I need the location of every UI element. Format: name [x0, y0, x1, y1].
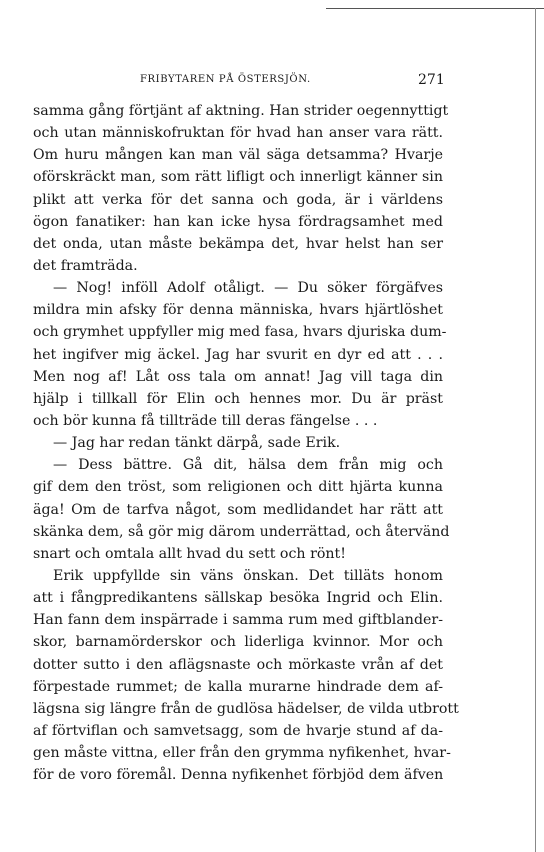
- text-line: mildra min afsky för denna människa, hvars hjärtlöshet: [33, 302, 443, 319]
- text-line: — Jag har redan tänkt därpå, sade Erik.: [53, 435, 341, 452]
- text-line: Erik uppfyllde sin väns önskan. Det tilläts honom: [53, 567, 443, 584]
- text-line: för de voro föremål. Denna nyfikenhet förbjöd dem äfven: [33, 767, 444, 784]
- text-line: och grymhet uppfyller mig med fasa, hvars djuriska dum-: [33, 324, 447, 341]
- text-line: af förtviflan och samvetsagg, som de hvarje stund af da-: [33, 722, 443, 739]
- text-line: — Dess bättre. Gå dit, hälsa dem från mig och: [53, 457, 443, 474]
- text-line: och bör kunna få tillträde till deras fängelse . . .: [33, 412, 378, 429]
- text-line: het ingifver mig äckel. Jag har svurit en dyr ed att . . .: [33, 346, 443, 363]
- text-line: snart och omtala allt hvad du sett och rönt!: [33, 545, 346, 562]
- text-line: gif dem den tröst, som religionen och ditt hjärta kunna: [33, 479, 443, 496]
- text-line: att i fångpredikantens sällskap besöka Ingrid och Elin.: [33, 590, 443, 607]
- text-line: det framträda.: [33, 257, 138, 274]
- running-head: FRIBYTAREN PÅ ÖSTERSJÖN.: [140, 74, 311, 85]
- text-line: gen måste vittna, eller från den grymma nyfikenhet, hvar-: [33, 745, 451, 762]
- text-line: äga! Om de tarfva något, som medlidandet har rätt att: [33, 501, 443, 518]
- page-number: 271: [418, 72, 445, 88]
- text-line: förpestade rummet; de kalla murarne hindrade dem af-: [33, 678, 443, 695]
- text-line: Han fann dem inspärrade i samma rum med giftblander-: [33, 612, 443, 629]
- text-line: och utan människofruktan för hvad han anser vara rätt.: [33, 125, 443, 142]
- text-line: hjälp i tillkall för Elin och hennes mor. Du är präst: [33, 390, 443, 407]
- text-line: samma gång förtjänt af aktning. Han strider oegennyttigt: [33, 103, 449, 119]
- text-line: dotter sutto i den aflägsnaste och mörkaste vrån af det: [33, 656, 443, 673]
- text-line: det onda, utan måste bekämpa det, hvar helst han ser: [33, 235, 443, 252]
- text-line: Om huru mången kan man väl säga detsamma? Hvarje: [33, 147, 443, 164]
- body-text: [33, 100, 459, 786]
- text-line: plikt att verka för det sanna och goda, är i världens: [33, 191, 443, 208]
- text-line: — Nog! inföll Adolf otåligt. — Du söker förgäfves: [53, 280, 443, 297]
- text-line: skor, barnamörderskor och liderliga kvinnor. Mor och: [33, 634, 443, 651]
- text-line: oförskräckt man, som rätt lifligt och innerligt känner sin: [33, 169, 443, 186]
- top-edge-rule: [326, 8, 544, 9]
- text-line: Men nog af! Låt oss tala om annat! Jag vill taga din: [33, 368, 443, 385]
- text-line: skänka dem, så gör mig därom underrättad, och återvänd: [33, 523, 450, 540]
- right-edge-rule: [535, 8, 536, 852]
- text-line: lägsna sig längre från de gudlösa hädelser, de vilda utbrott: [33, 700, 459, 717]
- text-line: ögon fanatiker: han kan icke hysa fördragsamhet med: [33, 213, 443, 230]
